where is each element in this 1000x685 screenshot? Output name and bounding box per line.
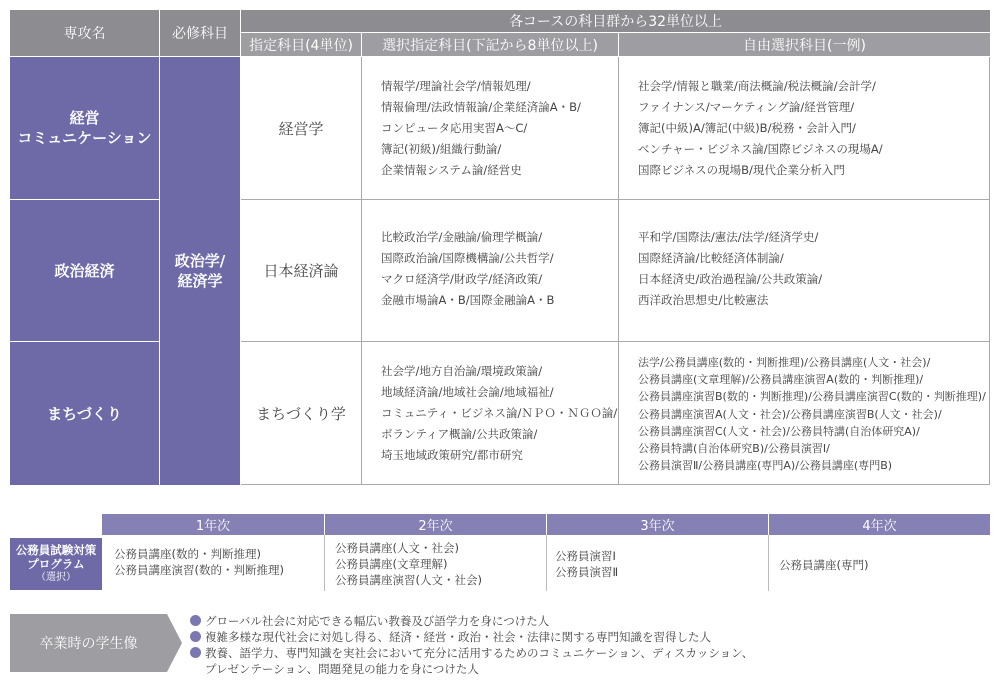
header-major: 専攻名 <box>10 10 159 56</box>
graduate-bullet-2: 複雑多様な現代社会に対処し得る、経済・経営・政治・社会・法律に関する専門知識を習得した人 <box>190 629 711 645</box>
free-list-management: 社会学/情報と職業/商法概論/税法概論/会計学/ ファイナンス/マーケティング論/経営管理/ 簿記(中級)A/簿記(中級)B/税務・会計入門/ ベンチャー・ビジネス論/国際ビジネスの現場A/ 国際ビジネスの現場B/現代企業分析入門 <box>619 57 990 200</box>
header-designated: 指定科目(4単位) <box>241 33 361 56</box>
divider <box>768 535 769 591</box>
divider <box>324 535 325 591</box>
course-name-management: 経営 コミュニケーション <box>10 57 159 199</box>
free-list-community: 法学/公務員講座(数的・判断推理)/公務員講座(人文・社会)/ 公務員講座(文章理解)/公務員講座演習A(数的・判断推理)/ 公務員講座演習B(数的・判断推理)/公務員講座演習C(数的・判断推理)/ 公務員講座演習A(人文・社会)/公務員講座演習B(人文・社会)/ 公務員講座演習C(人文・社会)/公務員特講(自治体研究A)/ 公務員特講(自治体研究B)/公務員演習Ⅰ/ 公務員演習Ⅱ/公務員講座(専門A)/公務員講座(専門B) <box>619 342 990 485</box>
course-name-politics-economy: 政治経済 <box>10 200 159 341</box>
required-subject: 政治学/ 経済学 <box>160 57 240 485</box>
bullet-icon <box>190 615 201 626</box>
graduate-bullet-3-continued: プレゼンテーション、問題発見の能力を身につけた人 <box>205 662 479 676</box>
elective-list-community: 社会学/地方自治論/環境政策論/ 地域経済論/地域社会論/地域福祉/ コミュニティ・ビジネス論/ＮＰＯ・ＮＧＯ論/ ボランティア概論/公共政策論/ 埼玉地域政策研究/都市研究 <box>362 342 619 485</box>
designated-subject-community: まちづくり学 <box>241 342 362 485</box>
program-year-2-header: 2年次 <box>325 514 546 535</box>
program-year-3-header: 3年次 <box>547 514 768 535</box>
free-list-politics-economy: 平和学/国際法/憲法/法学/経済学史/ 国際経済論/比較経済体制論/ 日本経済史/政治過程論/公共政策論/ 西洋政治思想史/比較憲法 <box>619 200 990 342</box>
designated-subject-politics-economy: 日本経済論 <box>241 200 362 342</box>
course-name-community: まちづくり <box>10 342 159 485</box>
header-required: 必修科目 <box>160 10 240 56</box>
program-year-2-items: 公務員講座(人文・社会) 公務員講座(文章理解) 公務員講座演習(人文・社会) <box>335 541 482 587</box>
program-year-3-items: 公務員演習Ⅰ 公務員演習Ⅱ <box>555 549 619 579</box>
designated-subject-management: 経営学 <box>241 57 362 200</box>
elective-list-politics-economy: 比較政治学/金融論/倫理学概論/ 国際政治論/国際機構論/公共哲学/ マクロ経済学/財政学/経済政策/ 金融市場論A・B/国際金融論A・B <box>362 200 619 342</box>
bullet-icon <box>190 631 201 642</box>
divider <box>546 535 547 591</box>
header-free-elective: 自由選択科目(一例) <box>619 33 990 56</box>
program-label: 公務員試験対策 プログラム （選択） <box>10 538 102 590</box>
header-elective-designated: 選択指定科目(下記から8単位以上) <box>362 33 618 56</box>
elective-list-management: 情報学/理論社会学/情報処理/ 情報倫理/法政情報論/企業経済論A・B/ コンピュータ応用実習A～C/ 簿記(初級)/組織行動論/ 企業情報システム論/経営史 <box>362 57 619 200</box>
program-year-1-header: 1年次 <box>102 514 324 535</box>
program-year-4-items: 公務員講座(専門) <box>779 558 869 572</box>
graduate-label: 卒業時の学生像 <box>39 636 138 652</box>
header-course-group: 各コースの科目群から32単位以上 <box>241 10 990 32</box>
program-year-1-items: 公務員講座(数的・判断推理) 公務員講座演習(数的・判断推理) <box>114 547 284 577</box>
graduate-bullet-3: 教養、語学力、専門知識を実社会において充分に活用するためのコミュニケーション、ディスカッション、 <box>190 645 753 661</box>
program-year-4-header: 4年次 <box>769 514 990 535</box>
bullet-icon <box>190 647 201 658</box>
graduate-bullet-1: グローバル社会に対応できる幅広い教養及び語学力を身につけた人 <box>190 613 549 629</box>
